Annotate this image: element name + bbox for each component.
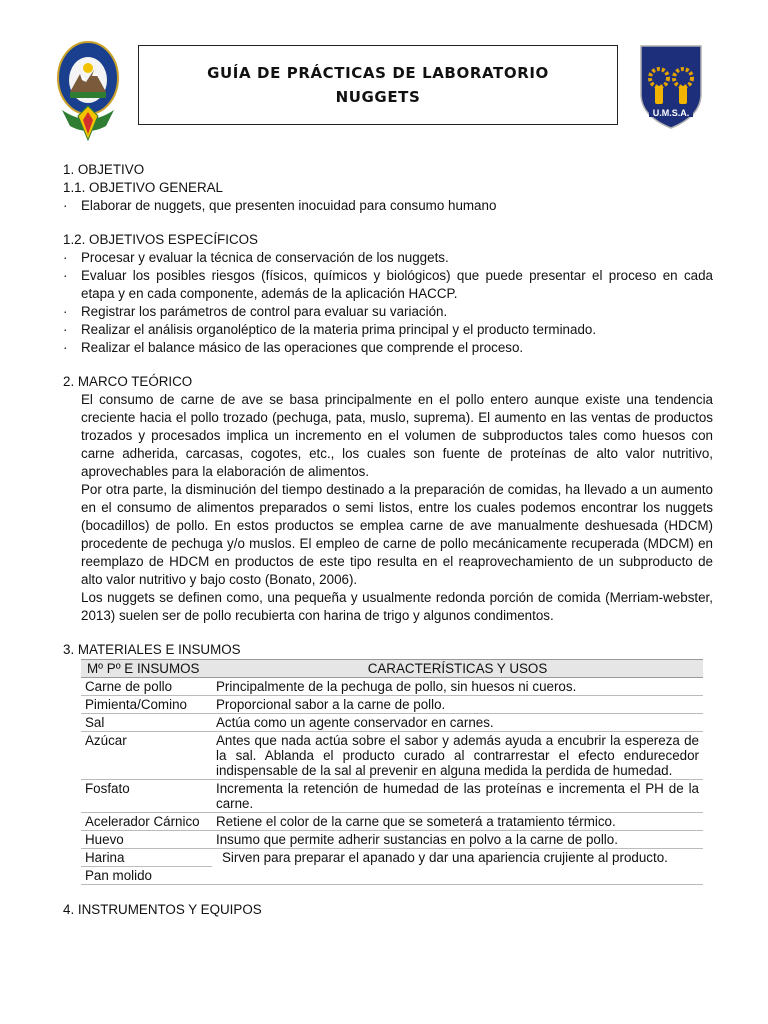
table-row: Fosfato Incrementa la retención de humedad de las proteínas e incrementa el PH de la carne. [81, 780, 703, 813]
list-item: · Evaluar los posibles riesgos (físicos, químicos y biológicos) que puede presentar el proceso en cada etapa y en cada componente, además de la aplicación HACCP. [63, 268, 713, 301]
section-3-heading: 3. MATERIALES E INSUMOS [63, 642, 241, 657]
section-2-heading: 2. MARCO TEÓRICO [63, 374, 193, 389]
bullet-icon: · [63, 340, 68, 355]
section-4-heading: 4. INSTRUMENTOS Y EQUIPOS [63, 902, 262, 917]
list-item: · Elaborar de nuggets, que presenten inocuidad para consumo humano [63, 198, 497, 213]
bullet-icon: · [63, 322, 68, 337]
title-line-1: GUÍA DE PRÁCTICAS DE LABORATORIO [207, 64, 549, 82]
paragraph: Por otra parte, la disminución del tiempo destinado a la preparación de comidas, ha llevado a un aumento en el consumo de alimentos preparados o semi listos, entre los cuales podemos encontrar los nuggets (bocadillos) de pollo. En estos productos se emplea carne de ave manualmente deshuesada (HDCM) procedente de pechuga y/o muslos. El empleo de carne de pollo mecánicamente recuperada (MDCM) en reemplazo de HDCM en productos de este tipo resulta en el reaprovechamiento de un subproducto de alto valor nutritivo y bajo costo (Bonato, 2006). [81, 482, 713, 587]
umsa-seal-logo [56, 40, 120, 144]
bullet-icon: · [63, 268, 68, 283]
document-body [63, 161, 713, 919]
table-row: Harina Sirven para preparar el apanado y dar una apariencia crujiente al producto. [81, 849, 703, 867]
paragraph: Los nuggets se definen como, una pequeña y usualmente redonda porción de comida (Merriam-webster, 2013) suelen ser de pollo recubierta con harina de trigo y algunos condimentos. [81, 590, 713, 623]
document-title-box [138, 45, 618, 125]
column-header-description: CARACTERÍSTICAS Y USOS [212, 660, 703, 678]
bullet-icon: · [63, 198, 68, 213]
table-row: Azúcar Antes que nada actúa sobre el sabor y además ayuda a encubrir la espereza de la sal. Ablanda el producto curado al contrarrestar el efecto endurecedor indispensable de la sal al prevenir en alguna medida la perdida de humedad. [81, 732, 703, 780]
table-row: Pan molido [81, 867, 703, 885]
materials-table [81, 659, 703, 885]
shield-label-bottom: U.M.S.A. [652, 108, 690, 118]
ingenieria-industrial-shield-logo [637, 42, 705, 130]
bullet-icon: · [63, 304, 68, 319]
section-1-heading: 1. OBJETIVO [63, 162, 145, 177]
paragraph: El consumo de carne de ave se basa principalmente en el pollo entero aunque existe una tendencia creciente hacia el pollo trozado (pechuga, pata, muslo, suprema). El aumento en las ventas de productos trozados y procesados implica un incremento en el volumen de subproductos tales como huesos con carne adherida, carcasas, cogotes, etc., los cuales son fuente de proteínas de alto valor nutritivo, aprovechables para la elaboración de alimentos. [81, 392, 713, 479]
title-line-2: NUGGETS [335, 88, 421, 106]
theory-paragraphs [63, 391, 713, 625]
table-row: Carne de pollo Principalmente de la pechuga de pollo, sin huesos ni cueros. [81, 678, 703, 696]
table-row: Sal Actúa como un agente conservador en carnes. [81, 714, 703, 732]
table-row: Acelerador Cárnico Retiene el color de la carne que se someterá a tratamiento térmico. [81, 813, 703, 831]
bullet-icon: · [63, 250, 68, 265]
table-row: Huevo Insumo que permite adherir sustancias en polvo a la carne de pollo. [81, 831, 703, 849]
list-item: · Realizar el balance másico de las operaciones que comprende el proceso. [63, 340, 524, 355]
table-row: Pimienta/Comino Proporcional sabor a la carne de pollo. [81, 696, 703, 714]
section-1-2-heading: 1.2. OBJETIVOS ESPECÍFICOS [63, 232, 258, 247]
list-item: · Procesar y evaluar la técnica de conservación de los nuggets. [63, 250, 449, 265]
list-item: · Registrar los parámetros de control para evaluar su variación. [63, 304, 448, 319]
list-item: · Realizar el análisis organoléptico de la materia prima principal y el producto terminado. [63, 322, 597, 337]
section-1-1-heading: 1.1. OBJETIVO GENERAL [63, 180, 223, 195]
column-header-item: Mº Pº E INSUMOS [81, 660, 212, 678]
table-header-row [81, 660, 703, 678]
